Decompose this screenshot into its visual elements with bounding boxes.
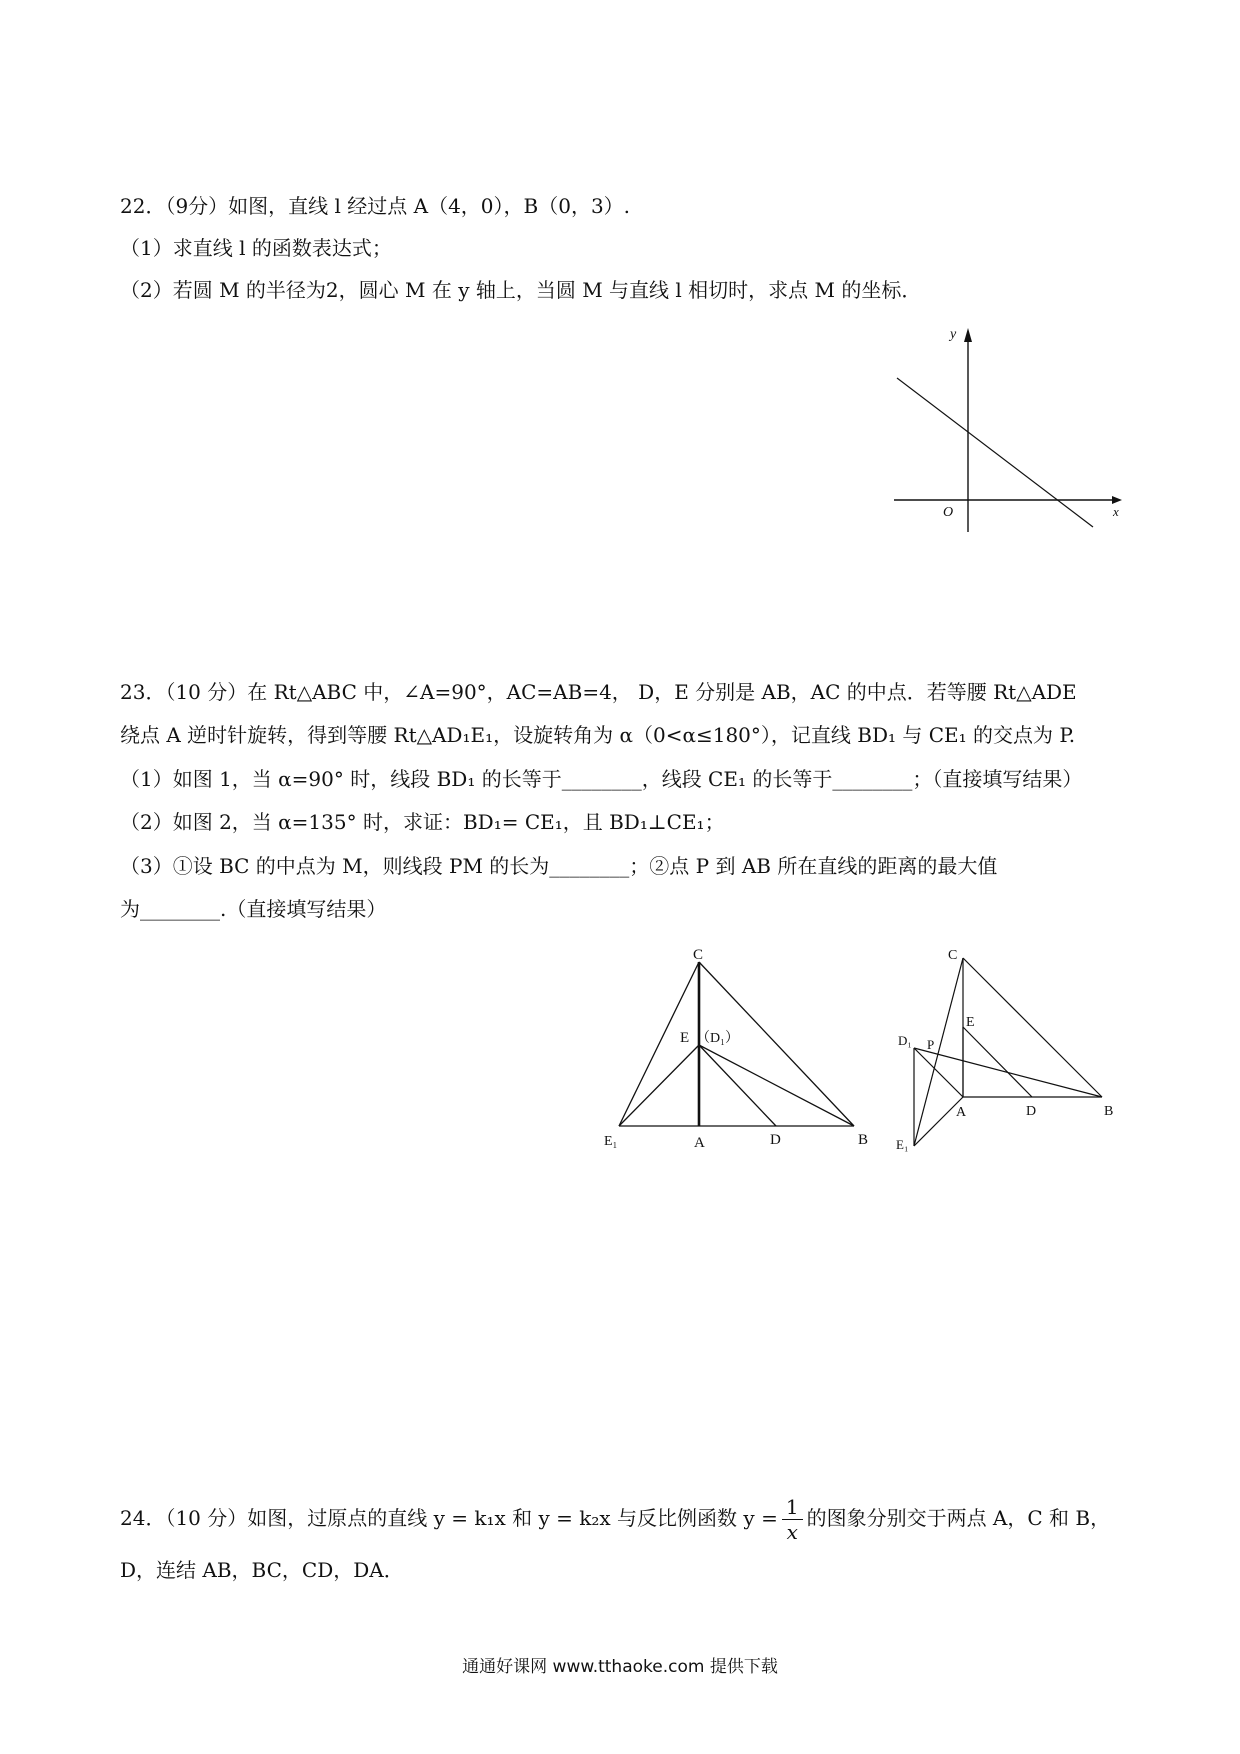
label-A: A bbox=[694, 1135, 705, 1151]
x-axis-label: x bbox=[1113, 504, 1119, 519]
label-D1: D₁ bbox=[898, 1033, 912, 1048]
y-axis-label: y bbox=[950, 327, 957, 342]
label-B: B bbox=[1104, 1104, 1114, 1119]
label-D1: （D₁） bbox=[696, 1031, 739, 1046]
q23-part1: （1）如图 1，当 α=90° 时，线段 BD₁ 的长等于________，线段 CE₁ 的长等于________；（直接填写结果） bbox=[120, 767, 1083, 791]
q24-fraction bbox=[782, 1495, 803, 1544]
label-E: E bbox=[680, 1030, 690, 1046]
q23-figure-2 bbox=[890, 945, 1130, 1160]
segment-ED bbox=[963, 1027, 1032, 1097]
fraction-numerator: 1 bbox=[782, 1495, 803, 1520]
label-D: D bbox=[770, 1132, 781, 1148]
q24-line1 bbox=[120, 1490, 1130, 1546]
q23-line1: 23．（10 分）在 Rt△ABC 中，∠A=90°，AC=AB=4， D，E 分别是 AB，AC 的中点．若等腰 Rt△ADE bbox=[120, 680, 1077, 704]
q23-figure-1 bbox=[590, 945, 880, 1160]
segment-CB bbox=[963, 958, 1102, 1097]
q23-part3: （3）①设 BC 的中点为 M，则线段 PM 的长为________；②点 P 到 AB 所在直线的距离的最大值 bbox=[120, 854, 998, 878]
q24-text-b: 的图象分别交于两点 A，C 和 B， bbox=[806, 1506, 1111, 1530]
segment-E1E bbox=[619, 1045, 699, 1126]
q23-part3-cont: 为________.（直接填写结果） bbox=[120, 897, 387, 921]
q23-line2: 绕点 A 逆时针旋转，得到等腰 Rt△AD₁E₁，设旋转角为 α（0<α≤180°），记直线 BD₁ 与 CE₁ 的交点为 P. bbox=[120, 723, 1076, 747]
label-E1: E₁ bbox=[604, 1134, 618, 1149]
label-B: B bbox=[858, 1132, 869, 1148]
q24-line2: D，连结 AB，BC，CD，DA． bbox=[120, 1558, 404, 1582]
origin-label: O bbox=[943, 505, 954, 520]
label-A: A bbox=[956, 1105, 967, 1120]
label-E1: E₁ bbox=[896, 1137, 909, 1152]
x-axis-arrow bbox=[1112, 496, 1122, 504]
label-P: P bbox=[927, 1037, 935, 1052]
label-D: D bbox=[1026, 1104, 1037, 1119]
label-C: C bbox=[948, 948, 958, 963]
label-C: C bbox=[693, 947, 704, 963]
segment-ED bbox=[699, 1045, 776, 1126]
fraction-denominator: x bbox=[786, 1520, 798, 1544]
label-E: E bbox=[966, 1015, 975, 1030]
q23-part2: （2）如图 2，当 α=135° 时，求证：BD₁= CE₁，且 BD₁⊥CE₁； bbox=[120, 810, 725, 834]
q24-text-a: 24．（10 分）如图，过原点的直线 y = k₁x 和 y = k₂x 与反比例函数 y = bbox=[120, 1506, 778, 1530]
line-l bbox=[897, 378, 1093, 527]
page-footer: 通通好课网 www.tthaoke.com 提供下载 bbox=[462, 1657, 778, 1677]
q22-part2: （2）若圆 M 的半径为2，圆心 M 在 y 轴上，当圆 M 与直线 l 相切时，求点 M 的坐标． bbox=[120, 278, 922, 302]
segment-D1A bbox=[914, 1048, 963, 1097]
q22-coordinate-figure bbox=[880, 320, 1130, 540]
segment-EB bbox=[699, 1045, 854, 1126]
q22-part1: （1）求直线 l 的函数表达式； bbox=[120, 236, 392, 260]
y-axis-arrow bbox=[964, 328, 972, 342]
segment-BD1 bbox=[914, 1048, 1102, 1097]
q22-stem: 22．（9分）如图，直线 l 经过点 A（4，0），B（0，3）. bbox=[120, 194, 631, 218]
